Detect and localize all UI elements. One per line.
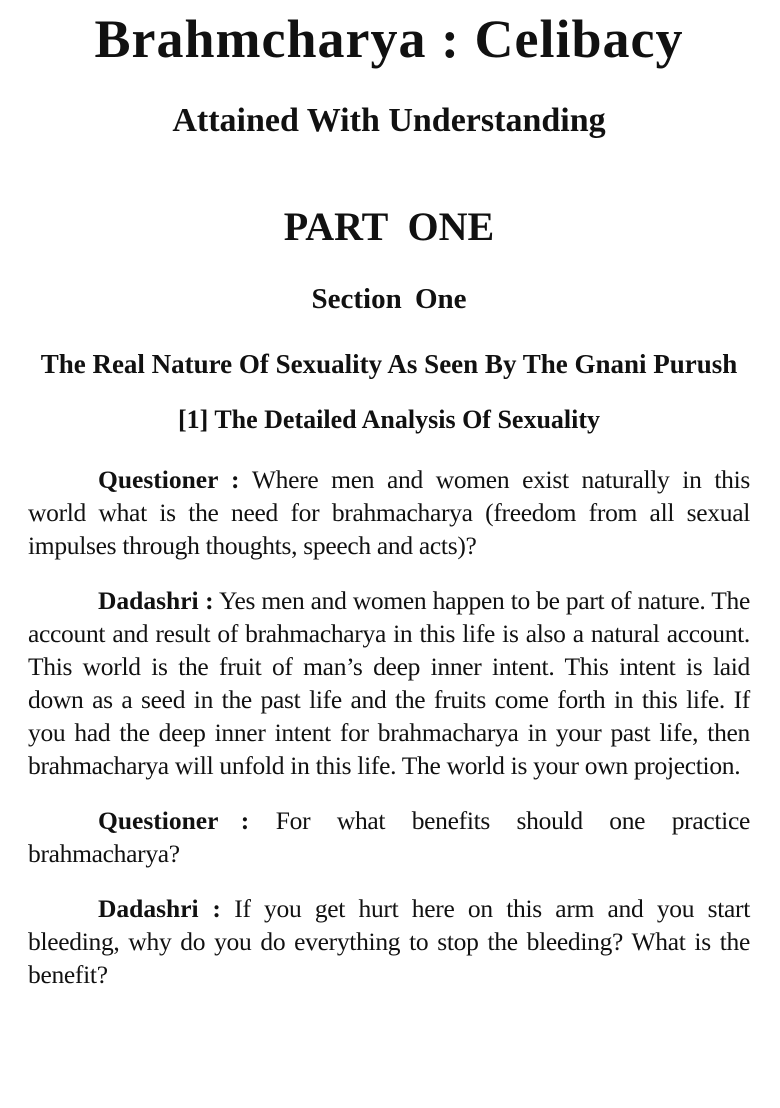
- dialogue-paragraph: [28, 562, 750, 782]
- part-title: PART ONE: [283, 204, 495, 249]
- dialogue-paragraph: [28, 870, 750, 991]
- utterance-text: Yes men and women happen to be part of nature. The account and result of brahmacharya in this life is also a natural account. This world is the fruit of man’s deep inner intent. This intent is laid down as a seed in the past life and the fruits come forth in this life. If you had the deep inner intent for brahmacharya in your past life, then brahmacharya will unfold in this life. The world is your own projection.: [28, 586, 750, 780]
- dialogue-paragraph: [28, 782, 750, 870]
- utterance-text: For what benefits should one practice brahmacharya?: [28, 806, 751, 868]
- speaker-label: Dadashri :: [98, 586, 214, 615]
- speaker-label: Questioner :: [98, 806, 250, 835]
- speaker-label: Questioner :: [98, 465, 240, 494]
- subchapter-title: [1] The Detailed Analysis Of Sexuality: [177, 405, 601, 434]
- section-title: Section One: [311, 283, 467, 315]
- dialogue-paragraph: [28, 433, 750, 562]
- utterance-text: Where men and women exist naturally in this world what is the need for brahmacharya (freedom from all sexual impulses through thoughts, speech and acts)?: [28, 465, 750, 560]
- book-subtitle: Attained With Understanding: [172, 102, 606, 139]
- book-title: Brahmcharya : Celibacy: [94, 9, 684, 69]
- speaker-label: Dadashri :: [98, 894, 221, 923]
- utterance-text: If you get hurt here on this arm and you start bleeding, why do you do everything to stop the bleeding? What is the benefit?: [28, 894, 750, 989]
- chapter-title: The Real Nature Of Sexuality As Seen By The Gnani Purush: [40, 349, 738, 379]
